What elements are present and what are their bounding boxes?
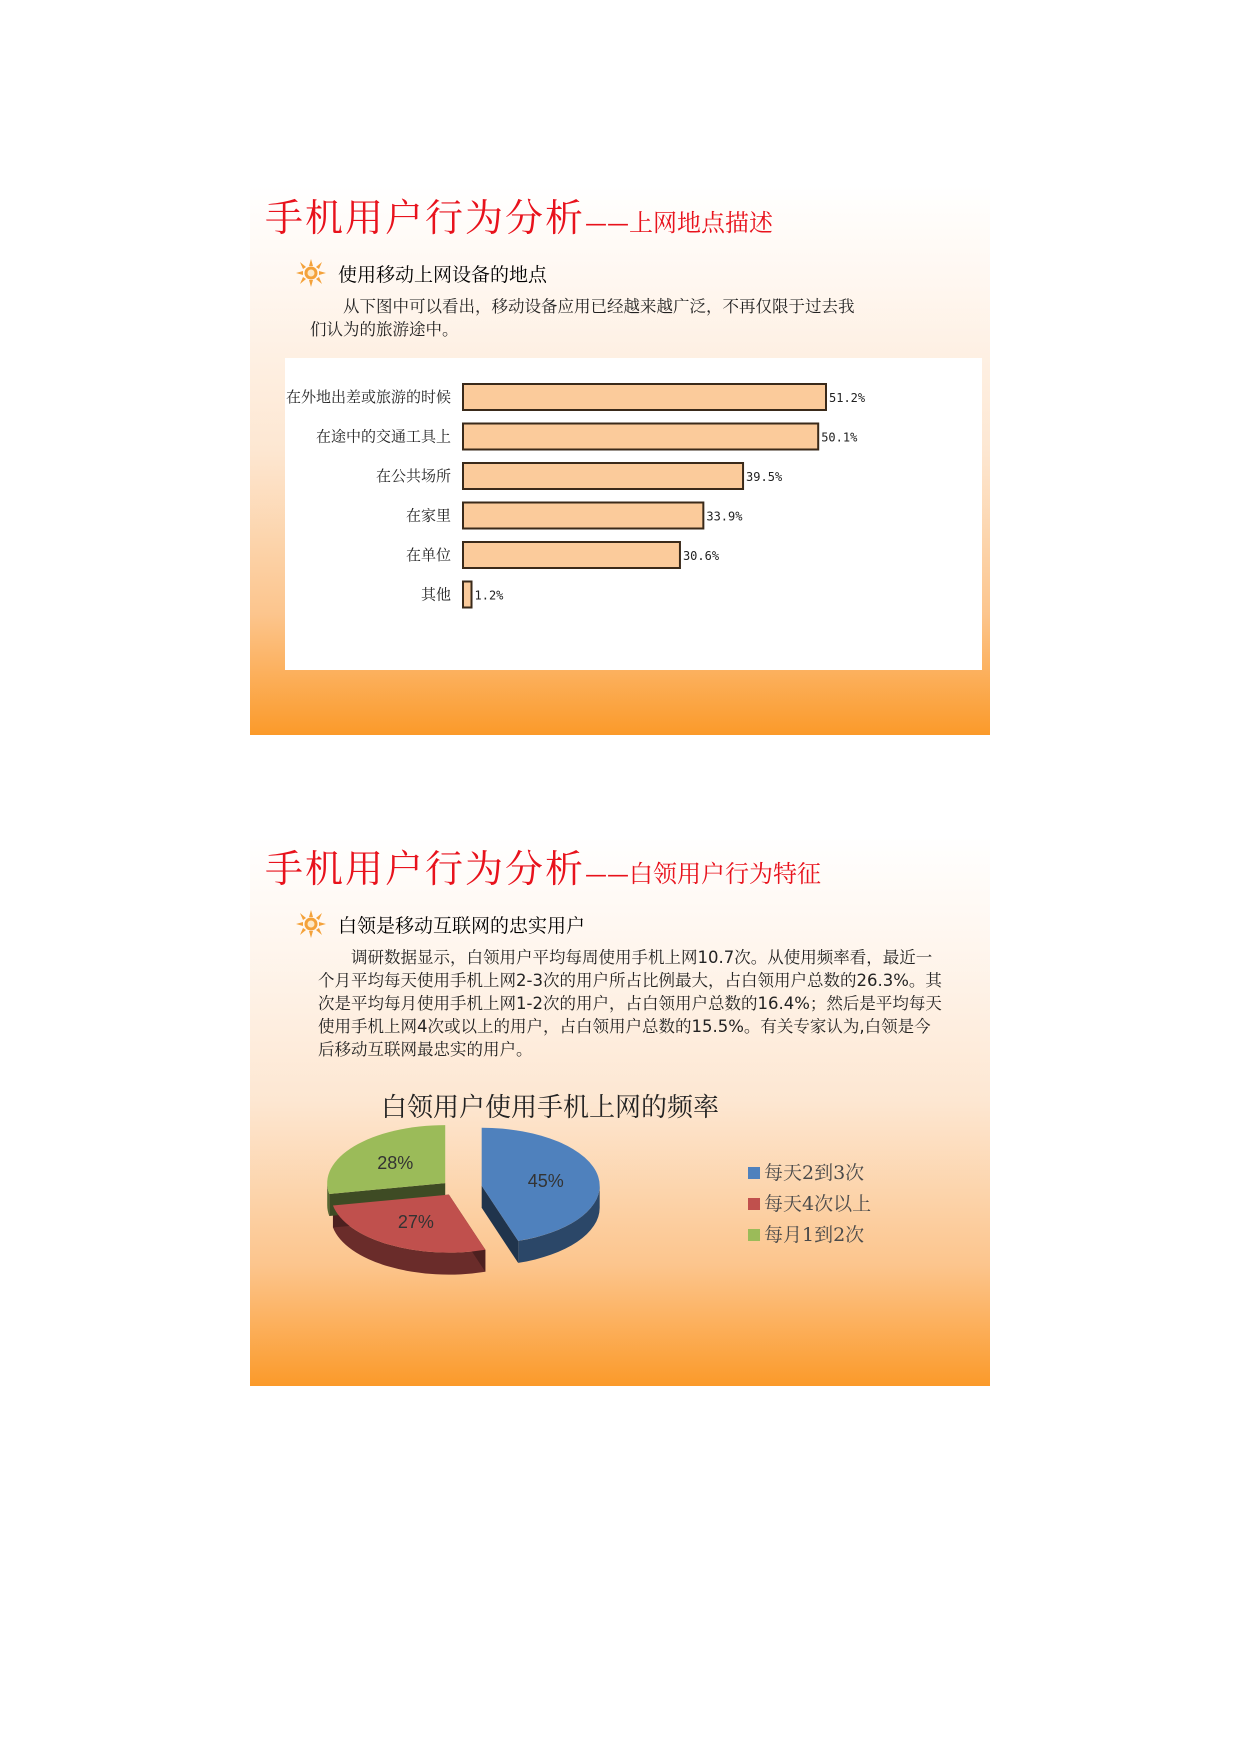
legend-label: 每天2到3次	[764, 1162, 865, 1184]
bar-value-label: 50.1%	[821, 430, 858, 445]
slide-title	[265, 838, 821, 893]
sun-bullet-icon	[294, 259, 328, 287]
heading-row	[294, 259, 547, 287]
description-paragraph: 调研数据显示，白领用户平均每周使用手机上网10.7次。从使用频率看，最近一个月平均每天使用手机上网2-3次的用户所占比例最大，占白领用户总数的26.3%。其次是平均每月使用手机上网1-2次的用户，占白领用户总数的16.4%；然后是平均每天使用手机上网4次或以上的用户，占白领用户总数的15.5%。有关专家认为,白领是今后移动互联网最忠实的用户。	[318, 948, 942, 1059]
bar	[463, 424, 818, 450]
bar-category-label: 其他	[420, 585, 451, 604]
bar-chart	[285, 358, 982, 670]
sun-bullet-icon	[294, 910, 328, 938]
bar-value-label: 51.2%	[829, 391, 866, 405]
pie-value-label: 45%	[527, 1170, 564, 1191]
title-dash: ——	[585, 212, 630, 237]
pie-value-label: 27%	[397, 1212, 434, 1233]
legend-swatch	[748, 1229, 760, 1241]
bar-value-label: 30.6%	[682, 549, 720, 563]
description-paragraph: 从下图中可以看出，移动设备应用已经越来越广泛，不再仅限于过去我们认为的旅游途中。	[310, 297, 855, 339]
slide-location	[250, 185, 990, 735]
bar-category-label: 在途中的交通工具上	[315, 427, 451, 446]
pie-chart-title: 白领用户使用手机上网的频率	[380, 1093, 720, 1123]
bar	[463, 503, 703, 529]
pie-value-label: 28%	[377, 1152, 414, 1173]
bar	[463, 542, 680, 568]
bar	[463, 582, 472, 608]
bar-category-label: 在家里	[405, 506, 451, 525]
section-heading: 白领是移动互联网的忠实用户	[338, 914, 586, 937]
title-dash: ——	[585, 863, 630, 888]
slide-title	[265, 187, 773, 242]
bar-category-label: 在外地出差或旅游的时候	[285, 388, 451, 406]
title-subtitle: 白领用户行为特征	[629, 860, 822, 888]
legend-label: 每天4次以上	[764, 1193, 872, 1215]
bar	[463, 463, 743, 489]
bar-category-label: 在公共场所	[375, 467, 451, 485]
slide-white-collar	[250, 836, 990, 1386]
bar-chart-panel	[285, 358, 982, 670]
title-main: 手机用户行为分析	[265, 196, 586, 240]
bar-category-label: 在单位	[405, 546, 451, 564]
title-main: 手机用户行为分析	[265, 847, 586, 891]
legend-swatch	[748, 1167, 760, 1179]
pie-chart	[250, 1086, 990, 1326]
title-subtitle: 上网地点描述	[629, 209, 774, 237]
legend-label: 每月1到2次	[764, 1224, 865, 1246]
bar-value-label: 39.5%	[746, 470, 783, 484]
legend-swatch	[748, 1198, 760, 1210]
bar-value-label: 33.9%	[706, 509, 743, 524]
bar	[463, 384, 826, 410]
section-heading: 使用移动上网设备的地点	[338, 263, 548, 286]
heading-row	[294, 910, 585, 938]
bar-value-label: 1.2%	[474, 588, 504, 603]
